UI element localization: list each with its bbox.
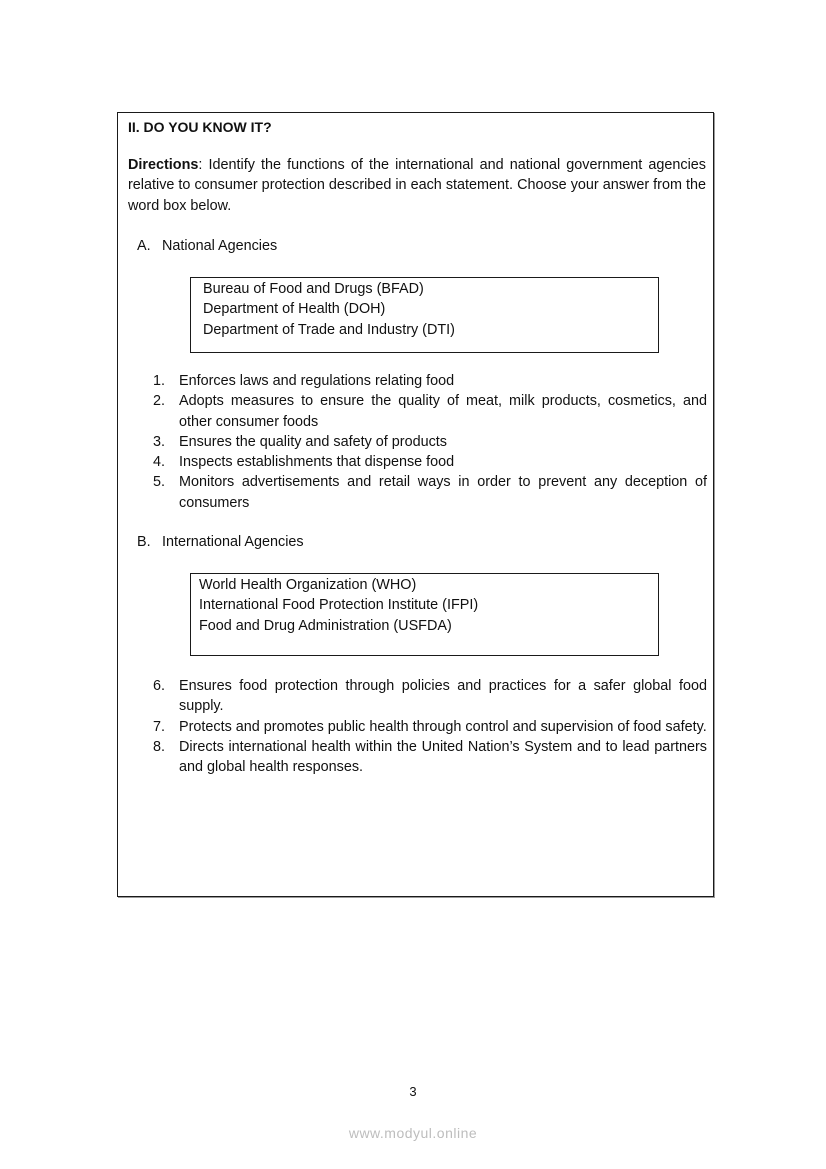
word-box-item: Food and Drug Administration (USFDA) <box>199 617 452 634</box>
part-b-title: International Agencies <box>162 534 304 550</box>
part-a-title: National Agencies <box>162 238 278 254</box>
watermark: www.modyul.online <box>348 1125 478 1141</box>
directions-label: Directions <box>128 157 199 173</box>
question-item: 6. Ensures food protection through policies and practices for a safer global food supply. <box>153 678 707 715</box>
section-title: II. DO YOU KNOW IT? <box>128 119 272 135</box>
word-box-item: Department of Trade and Industry (DTI) <box>203 321 455 338</box>
international-word-box <box>190 573 659 656</box>
question-item: 2. Adopts measures to ensure the quality of meat, milk products, cosmetics, and other consumer foods <box>153 393 707 430</box>
question-item: 1. Enforces laws and regulations relating food <box>153 373 455 389</box>
word-box-item: World Health Organization (WHO) <box>199 577 417 593</box>
part-a-letter: A. <box>137 238 151 254</box>
page-number: 3 <box>409 1084 417 1099</box>
word-box-item: International Food Protection Institute (IFPI) <box>199 597 479 614</box>
question-item: 4. Inspects establishments that dispense food <box>153 454 455 471</box>
question-item: 5. Monitors advertisements and retail ways in order to prevent any deception of consumers <box>153 474 707 511</box>
international-questions-list <box>150 676 707 777</box>
part-b-letter: B. <box>137 534 151 550</box>
directions-text: : Identify the functions of the international and national government agencies relative to consumer protection described in each statement. Choose your answer from the word box below. <box>128 157 706 214</box>
part-a-heading <box>137 238 277 254</box>
question-item: 8. Directs international health within the United Nation’s System and to lead partners and global health responses. <box>153 738 707 776</box>
question-item: 7. Protects and promotes public health through control and supervision of food safety. <box>153 718 707 735</box>
national-word-box <box>190 277 659 353</box>
question-item: 3. Ensures the quality and safety of products <box>153 433 447 450</box>
part-b-heading <box>137 534 304 550</box>
national-questions-list <box>150 371 707 513</box>
word-box-item: Department of Health (DOH) <box>203 301 386 318</box>
directions-paragraph <box>128 155 706 216</box>
word-box-item: Bureau of Food and Drugs (BFAD) <box>203 281 424 297</box>
